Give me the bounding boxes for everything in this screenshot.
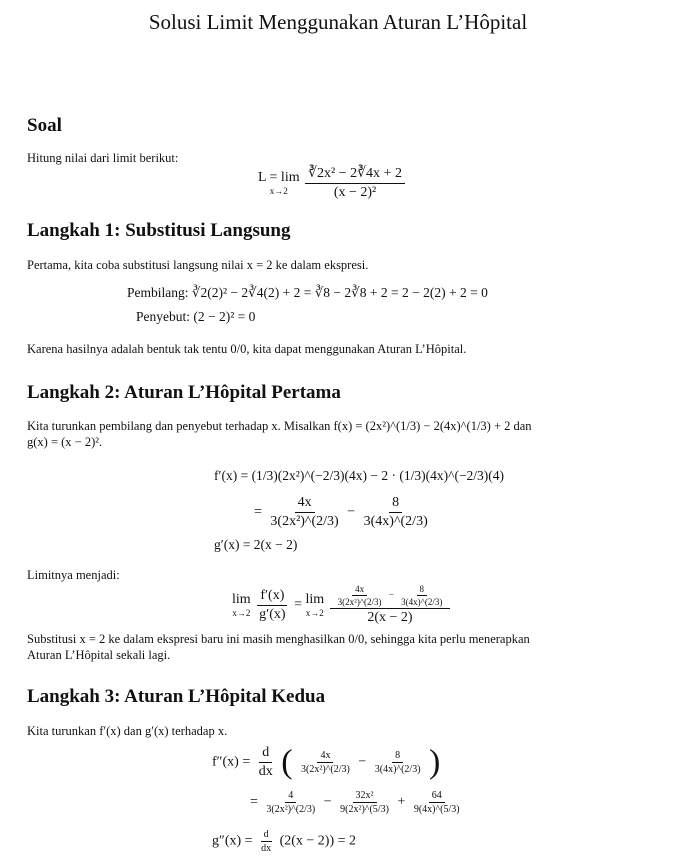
step2-after-line1: Substitusi x = 2 ke dalam ekspresi baru ini masih menghasilkan 0/0, sehingga kita perlu menerapkan [27,632,530,646]
heading-step3: Langkah 3: Aturan L’Hôpital Kedua [27,686,326,707]
heading-step1: Langkah 1: Substitusi Langsung [27,220,291,241]
d-dx [256,745,276,780]
equals-sign: = [294,597,302,613]
d-dx [258,829,274,854]
step1-conclusion: Karena hasilnya adalah bentuk tak tentu 0/0, kita dapat menggunakan Aturan L’Hôpital. [27,342,467,356]
inner-den: 3(4x)^(2/3) [401,597,443,607]
frac-numerator: 8 [392,750,403,763]
step3-intro: Kita turunkan f′(x) dan g′(x) terhadap x. [27,724,228,738]
lim-left [232,592,251,618]
limit-subscript: x→2 [269,186,288,196]
frac-numerator: 4x [295,495,315,513]
d-den: dx [258,764,273,779]
fprime-line2 [254,495,433,530]
g2-rhs: (2(x − 2)) = 2 [279,833,357,849]
limit-ratio-equation [232,584,452,626]
minus-sign: − [323,794,332,810]
lim-sub: x→2 [305,608,324,618]
inner-num: 8 [417,584,428,596]
f2-line2 [250,790,465,815]
soal-fraction [305,165,405,201]
step1-pembilang: Pembilang: ∛2(2)² − 2∛4(2) + 2 = ∛8 − 2∛8 + 2 = 2 − 2(2) + 2 = 0 [127,285,488,300]
minus-sign: − [358,754,367,770]
frac-numerator: 32x² [353,790,377,803]
step1-penyebut: Penyebut: (2 − 2)² = 0 [136,309,256,324]
d-num: d [261,829,272,842]
r-frac3 [411,790,463,815]
d-den: dx [261,843,272,854]
frac-numerator: 4x [317,750,333,763]
page-title: Solusi Limit Menggunakan Aturan L’Hôpital [148,10,528,34]
lim-word: lim [232,592,251,607]
limit-operator [258,170,300,196]
soal-denominator: (x − 2)² [333,185,377,200]
open-paren: ( [281,743,293,781]
f2-lhs: f″(x) = [212,754,251,770]
soal-numerator: ∛2x² − 2∛4x + 2 [305,165,405,184]
f2-frac2 [372,750,424,775]
d-num: d [259,745,272,763]
compound-numerator [330,584,451,609]
compound-fraction [330,584,451,626]
step2-intro-line2: g(x) = (x − 2)². [27,435,103,449]
minus-sign: − [388,589,394,600]
lim-word: lim [305,592,325,607]
heading-step2: Langkah 2: Aturan L’Hôpital Pertama [27,382,341,403]
frac-denominator: 9(4x)^(5/3) [413,804,460,815]
equals-sign: = [250,794,258,810]
limit-intro: Limitnya menjadi: [27,568,120,582]
frac-denominator: 9(2x²)^(5/3) [340,804,389,815]
frac-denominator: 3(4x)^(2/3) [363,514,428,529]
step2-after-line2: Aturan L’Hôpital sekali lagi. [27,648,171,662]
ratio-den: g′(x) [259,606,286,622]
inner-den: 3(2x²)^(2/3) [337,597,382,607]
g2-lhs: g″(x) = [212,833,253,849]
fprime-line1 [214,468,504,484]
fprime-frac1 [267,495,341,530]
frac-denominator: 3(2x²)^(2/3) [270,514,339,529]
f2-line1 [212,745,440,780]
lim-right [305,592,324,618]
r-frac1 [263,790,318,815]
close-paren: ) [429,743,441,781]
fprime-lhs: f′(x) = [214,468,249,483]
frac-numerator: 4 [285,790,296,803]
step2-intro-line1: Kita turunkan pembilang dan penyebut terhadap x. Misalkan f(x) = (2x²)^(1/3) − 2(4x)^(1/3) + 2 dan [27,419,532,433]
soal-equation [258,165,407,201]
step1-intro: Pertama, kita coba substitusi langsung nilai x = 2 ke dalam ekspresi. [27,258,369,272]
fprime-frac2 [361,495,431,530]
fprime-expr: (1/3)(2x²)^(−2/3)(4x) − 2 · (1/3)(4x)^(−2/3)(4) [251,468,505,483]
compound-denominator: 2(x − 2) [367,610,413,625]
fg-ratio [256,588,288,623]
heading-soal: Soal [27,115,62,136]
gprime-line: g′(x) = 2(x − 2) [214,537,298,552]
plus-sign: + [397,794,406,810]
ratio-num: f′(x) [257,588,287,606]
inner-frac2 [398,584,445,607]
equals-sign: = [254,504,262,520]
f2-frac1 [298,750,353,775]
frac-numerator: 8 [389,495,402,513]
frac-numerator: 64 [429,790,445,803]
frac-denominator: 3(2x²)^(2/3) [266,804,316,815]
soal-intro: Hitung nilai dari limit berikut: [27,151,179,165]
limit-lhs: L = lim [258,170,300,185]
minus-sign: − [347,504,356,520]
inner-num: 4x [352,584,367,596]
frac-denominator: 3(2x²)^(2/3) [301,764,350,775]
inner-frac1 [335,584,385,607]
frac-denominator: 3(4x)^(2/3) [374,764,421,775]
r-frac2 [337,790,392,815]
g2-line [212,829,356,854]
lim-sub: x→2 [232,608,251,618]
